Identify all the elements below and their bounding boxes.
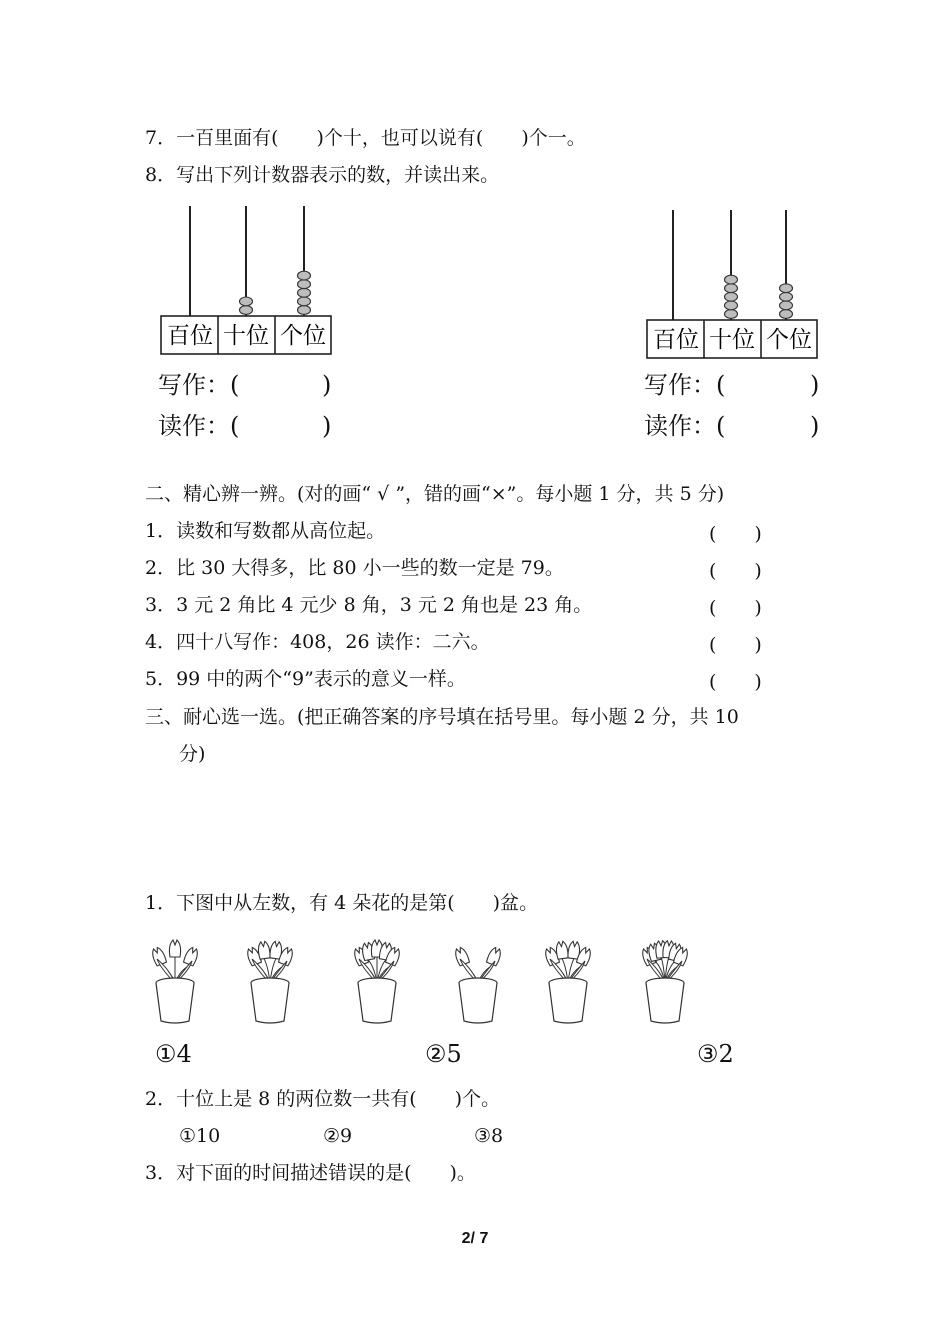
abacus-2-tens-label: 十位 bbox=[709, 327, 755, 353]
part2-item-3-blank: ( ) bbox=[709, 597, 762, 619]
part3-heading: 三、耐心选一选。(把正确答案的序号填在括号里。每小题 2 分，共 10 bbox=[145, 706, 739, 728]
page-number: 2/ 7 bbox=[461, 1230, 489, 1247]
abacus-2-ones-label: 个位 bbox=[766, 327, 812, 353]
part2-item-2-blank: ( ) bbox=[709, 560, 762, 582]
flower-pot-6 bbox=[640, 940, 689, 1023]
flower-pot-1 bbox=[150, 940, 199, 1023]
abacus-1-bead bbox=[298, 271, 311, 280]
abacus-1-bead bbox=[298, 297, 311, 306]
part2-item-4-blank: ( ) bbox=[709, 634, 762, 656]
part2-item-5-blank: ( ) bbox=[709, 671, 762, 693]
abacus-1-write-close: ) bbox=[322, 371, 332, 399]
question-7: 7．一百里面有( )个十，也可以说有( )个一。 bbox=[145, 127, 586, 149]
abacus-1-tens-label: 十位 bbox=[223, 323, 269, 349]
tulip-flower bbox=[555, 941, 568, 959]
part2-item-1: 1．读数和写数都从高位起。 bbox=[145, 520, 386, 542]
abacus-2-bead bbox=[780, 284, 793, 293]
part2-item-1-blank: ( ) bbox=[709, 523, 762, 545]
part3-q2-option-1: ①10 bbox=[179, 1125, 221, 1147]
abacus-2-bead bbox=[725, 275, 738, 284]
flower-pot-2 bbox=[245, 941, 294, 1023]
part3-heading-cont: 分) bbox=[179, 743, 206, 765]
part2-item-4: 4．四十八写作：408，26 读作：二六。 bbox=[145, 631, 490, 653]
part3-question-2: 2．十位上是 8 的两位数一共有( )个。 bbox=[145, 1088, 501, 1110]
abacus-2-write-close: ) bbox=[810, 371, 820, 399]
part3-q1-option-2: ②5 bbox=[425, 1040, 462, 1068]
abacus-2-bead bbox=[780, 292, 793, 301]
abacus-2-bead bbox=[780, 310, 793, 319]
question-8: 8．写出下列计数器表示的数，并读出来。 bbox=[145, 164, 500, 186]
flower-pot-4 bbox=[453, 946, 502, 1023]
abacus-2-bead bbox=[725, 292, 738, 301]
part2-item-2: 2．比 30 大得多，比 80 小一些的数一定是 79。 bbox=[145, 557, 564, 579]
abacus-2 bbox=[636, 204, 836, 364]
abacus-1-bead bbox=[240, 306, 253, 315]
part3-question-3: 3．对下面的时间描述错误的是( )。 bbox=[145, 1162, 476, 1184]
abacus-1-bead bbox=[298, 306, 311, 315]
abacus-1 bbox=[150, 200, 350, 360]
abacus-1-read-label: 读作：( bbox=[158, 412, 240, 440]
flower-pot-5 bbox=[543, 941, 592, 1023]
part3-q1-option-1: ①4 bbox=[155, 1040, 192, 1068]
flower-pot-3 bbox=[352, 940, 401, 1023]
part2-item-5: 5．99 中的两个“9”表示的意义一样。 bbox=[145, 668, 466, 690]
abacus-2-hundreds-label: 百位 bbox=[653, 327, 699, 353]
part3-question-1: 1．下图中从左数，有 4 朵花的是第( )盆。 bbox=[145, 892, 539, 914]
abacus-1-ones-label: 个位 bbox=[280, 323, 326, 349]
part2-item-3: 3．3 元 2 角比 4 元少 8 角，3 元 2 角也是 23 角。 bbox=[145, 594, 593, 616]
abacus-1-hundreds-label: 百位 bbox=[167, 323, 213, 349]
abacus-1-bead bbox=[298, 288, 311, 297]
part3-q1-option-3: ③2 bbox=[697, 1040, 734, 1068]
part3-q2-option-2: ②9 bbox=[323, 1125, 353, 1147]
abacus-1-bead bbox=[298, 280, 311, 289]
abacus-2-read-label: 读作：( bbox=[644, 412, 726, 440]
abacus-2-bead bbox=[725, 301, 738, 310]
tulip-flower bbox=[169, 940, 180, 957]
abacus-1-bead bbox=[240, 297, 253, 306]
part3-q2-option-3: ③8 bbox=[474, 1125, 504, 1147]
abacus-2-bead bbox=[780, 301, 793, 310]
part2-heading: 二、精心辨一辨。(对的画“ √ ”，错的画“×”。每小题 1 分，共 5 分) bbox=[145, 483, 725, 505]
flower-pots bbox=[140, 925, 720, 1030]
abacus-2-bead bbox=[725, 284, 738, 293]
abacus-1-read-close: ) bbox=[322, 412, 332, 440]
abacus-1-write-label: 写作：( bbox=[158, 371, 240, 399]
abacus-2-write-label: 写作：( bbox=[644, 371, 726, 399]
abacus-2-read-close: ) bbox=[810, 412, 820, 440]
abacus-2-bead bbox=[725, 310, 738, 319]
tulip-flower bbox=[257, 941, 270, 959]
